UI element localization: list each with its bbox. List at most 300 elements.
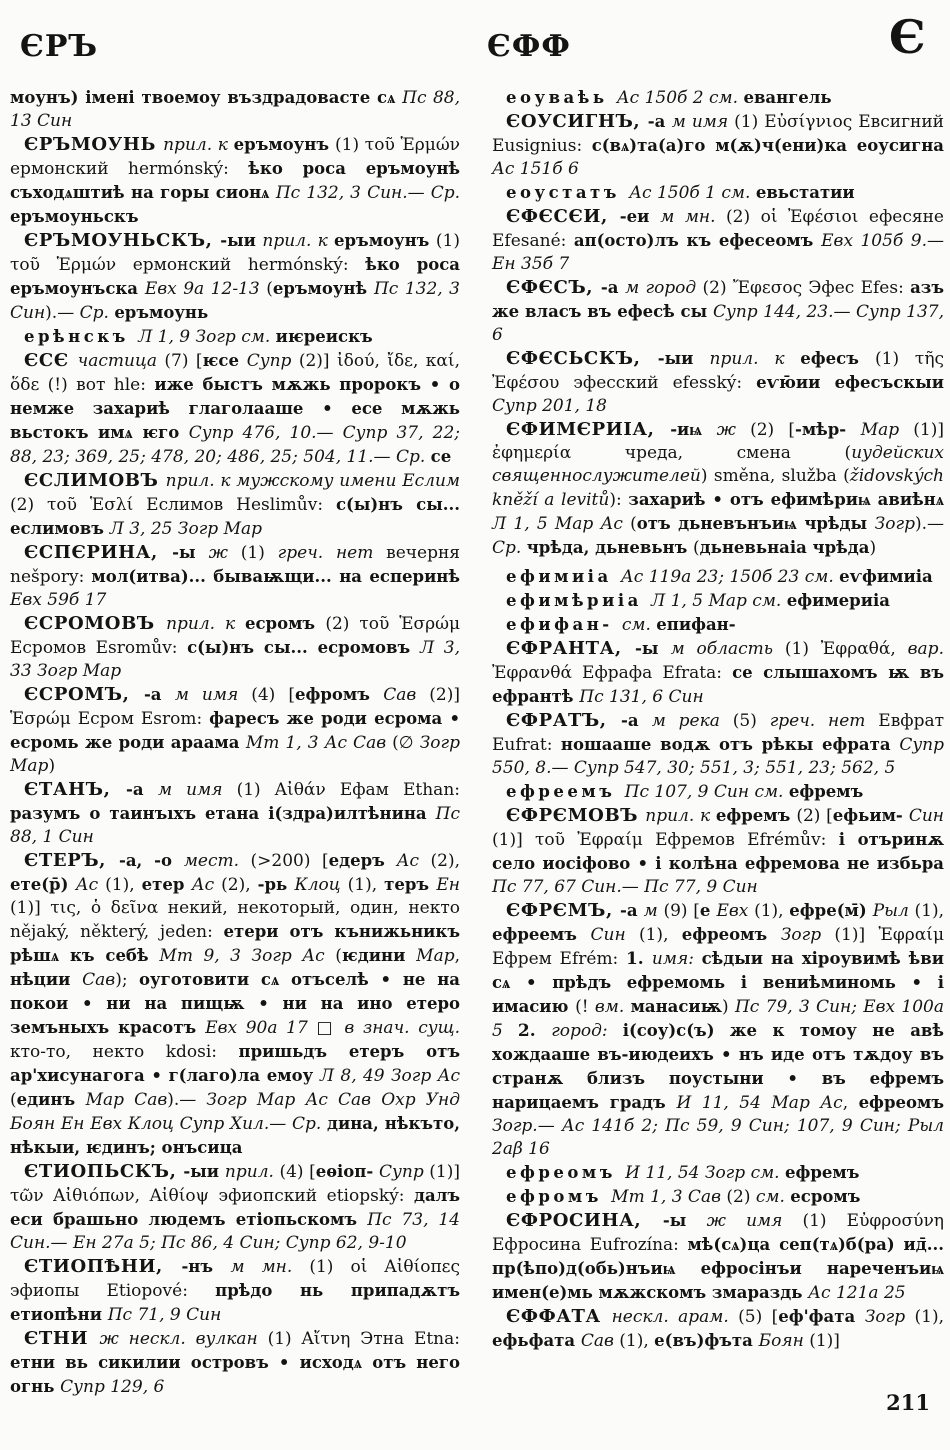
text-segment: ЄФРЄМЪ,	[506, 900, 621, 921]
text-segment: И 11, 54 Мар Ас	[676, 1093, 843, 1113]
text-segment: Пс 71, 9 Син	[107, 1305, 222, 1325]
text-segment: Сав	[383, 685, 430, 705]
text-segment: Мар	[860, 420, 914, 440]
text-segment: ЄФЄСЪ,	[506, 277, 601, 298]
text-segment: Син	[908, 806, 944, 826]
xref-efreom	[492, 1161, 944, 1185]
entry-efimeriya	[492, 418, 944, 560]
text-segment: евангель	[743, 88, 832, 107]
text-segment: (2)	[726, 1187, 756, 1207]
text-segment: захариѣ • отъ ефимѣриѩ авиѣнѧ	[628, 490, 944, 509]
text-segment: Л 3, 33 Зогр Мар	[10, 638, 460, 681]
text-segment: ап(осто)лъ къ ефесеомъ	[573, 231, 822, 250]
text-segment: ефреемъ	[492, 925, 591, 944]
entry-efrosina	[492, 1209, 944, 1305]
xref-euvach	[492, 86, 944, 110]
text-segment: манасиѭ	[630, 997, 723, 1016]
text-segment: ефимѣриіа	[506, 591, 652, 610]
text-segment: ЄСРОМЪ,	[24, 684, 144, 705]
text-segment: с(ы)нъ сы... еслимовъ	[10, 495, 460, 538]
text-segment: Супр	[379, 1162, 430, 1182]
text-segment: -а	[126, 780, 158, 799]
text-segment: ж	[716, 420, 751, 440]
text-segment: прил. к	[709, 349, 801, 369]
text-segment: -ыи	[657, 349, 710, 368]
text-segment: Ас 150б 1 см.	[629, 183, 756, 203]
text-segment: м имя	[671, 112, 735, 132]
text-segment: иже быстъ мѫжь пророкъ • о немже захариѣ глаголааше • есе мѫжь вьстокъ имѧ ѥго	[10, 375, 460, 442]
text-segment: Ас	[191, 875, 222, 895]
text-segment: Супр	[246, 351, 299, 371]
text-segment: ЄФЄСЄИ,	[506, 206, 620, 227]
text-segment: еръмоунь	[114, 303, 209, 322]
text-segment: етни вь сикилии островъ • исходѧ отъ него огнь	[10, 1353, 460, 1396]
text-segment: (1) τοῦ Ἑρμών ермонский hermónský:	[10, 231, 460, 275]
text-segment: ефимиіа	[506, 567, 621, 586]
text-segment: (!	[575, 997, 595, 1017]
text-segment: židovských kněží a levitů	[492, 466, 944, 510]
text-segment: (	[335, 946, 342, 966]
text-segment: ефьим-	[832, 806, 909, 825]
text-segment: Евх 59б 17	[10, 590, 107, 610]
text-segment: иудейских священнослужителей	[492, 443, 944, 486]
text-segment: ефре(м̄)	[789, 901, 873, 920]
entry-etan	[10, 778, 460, 849]
text-segment: (1) τῆς Ἐφέσου эфесский efesský:	[492, 349, 945, 393]
text-segment: (2),	[430, 851, 460, 871]
text-segment: ж имя	[706, 1211, 803, 1231]
text-segment: еоуваѣь	[506, 88, 617, 107]
text-segment: (1)	[240, 543, 278, 563]
text-segment: ЄСРОМОВЪ	[24, 613, 167, 634]
page-number: 211	[886, 1390, 930, 1415]
entry-efremov	[492, 804, 944, 899]
text-segment: единъ	[16, 1090, 86, 1109]
xref-efifan	[492, 613, 944, 637]
text-segment: 2.	[517, 1021, 552, 1041]
section-letter: Є	[889, 10, 926, 64]
text-segment: ЄФРЄМОВЪ	[506, 805, 646, 826]
text-segment: -ыи	[183, 1162, 225, 1181]
text-segment: частица	[77, 351, 165, 371]
xref-efrom	[492, 1185, 944, 1209]
text-segment: ЄОУСИГНЪ,	[506, 111, 648, 132]
text-segment: ефимериіа	[786, 591, 890, 610]
text-segment: -рь	[257, 875, 295, 894]
text-segment: ЄТЕРЪ,	[24, 850, 120, 871]
text-segment: имя:	[651, 949, 702, 969]
text-segment: Супр 144, 23.— Супр 137, 6	[492, 302, 944, 345]
text-segment: ЄТНИ	[24, 1328, 100, 1349]
text-segment: (7) [	[164, 351, 203, 371]
text-segment: нѣции	[10, 970, 83, 989]
text-segment: ).	[167, 1090, 180, 1110]
text-segment: греч. нет	[769, 711, 879, 731]
entry-etiopsk	[10, 1160, 460, 1255]
text-segment: теръ	[384, 875, 437, 894]
text-segment: ЄТИОПѢНИ,	[24, 1256, 182, 1277]
text-segment: разумъ о таинъıхъ етана і(здра)илтѣнина	[10, 804, 436, 823]
text-segment: Боян	[758, 1331, 810, 1351]
text-segment: мѣ(сѧ)ца сеп(тѧ)б(ра) ид̄... пр(ѣпо)д(обь)нъиѩ ефросінъи нареченъиѩ имен(е)мь мѫжскомъ змараздь	[492, 1235, 944, 1302]
text-segment: ЄСЛИМОВЪ	[24, 470, 166, 491]
text-segment: ЄФРАНТА,	[506, 638, 636, 659]
text-segment: греч. нет	[277, 543, 387, 563]
text-segment: (1)] ἐφημερία чреда, смена (	[492, 420, 945, 463]
text-segment: Евфрат Eufrat:	[492, 711, 944, 755]
text-segment: (1) οἱ Αἰθίοπες эфиопы Etiopové:	[10, 1257, 461, 1301]
text-segment: Мар	[416, 946, 455, 966]
text-segment: ефреомъ	[858, 1093, 944, 1112]
text-segment: (2) [	[796, 806, 833, 826]
text-segment: еоустатъ	[506, 183, 630, 202]
text-segment: Л 8, 49 Зогр Ас	[319, 1066, 460, 1086]
running-head-left: ЄРЪ	[20, 29, 99, 64]
text-segment: ефьфата	[492, 1331, 581, 1350]
text-segment: отъ дьневънъиѩ чрѣды	[636, 514, 875, 533]
text-segment: (1),	[347, 875, 385, 895]
xref-efimeriya2	[492, 589, 944, 613]
text-segment: (2) [	[750, 420, 795, 440]
text-segment: ЄРЪМОУНЬ	[24, 134, 164, 155]
text-segment: еф'фата	[778, 1307, 865, 1326]
text-segment: (1)]	[809, 1331, 840, 1351]
entry-eter	[10, 849, 460, 1160]
two-column-text	[10, 86, 944, 1399]
entry-efesei	[492, 205, 944, 276]
text-segment: Сав	[580, 1331, 620, 1351]
entry-eslimov	[10, 469, 460, 541]
text-segment: вм.	[594, 997, 631, 1017]
xref-eustat	[492, 181, 944, 205]
text-segment: і отъринѫ село иосіфово • і колѣна ефремова не избьра	[492, 830, 944, 873]
text-segment: кто-то, некто kdosi:	[10, 1042, 239, 1062]
text-segment: м имя	[174, 685, 252, 705]
text-segment: -еи	[619, 207, 661, 226]
text-segment: етери отъ кънижьникъ рѣшѧ къ себѣ	[10, 922, 460, 965]
text-segment: есромъ	[790, 1187, 861, 1206]
text-segment: еръмоунъ	[233, 135, 336, 154]
entry-etni	[10, 1327, 460, 1399]
text-segment: (	[10, 1090, 17, 1110]
text-segment: Мт 1, 3 Ас Сав	[245, 733, 393, 753]
text-segment: -а	[143, 685, 175, 704]
text-segment: Супр 201, 18	[492, 396, 607, 416]
text-segment: ж	[208, 543, 241, 563]
text-segment: Зогр	[780, 925, 835, 945]
text-segment: ефромъ	[294, 685, 384, 704]
text-segment: Клоц	[294, 875, 348, 895]
xref-erensk	[10, 325, 460, 349]
text-segment: (1),	[914, 1307, 944, 1327]
text-segment: (2) Ἔφεσος Эфес Efes:	[702, 278, 911, 298]
text-segment: ЄФФАТА	[506, 1306, 612, 1327]
text-segment: Л 1, 5 Мар см.	[651, 591, 787, 611]
text-segment: (9) [	[663, 901, 700, 921]
text-segment: евьстатии	[755, 183, 855, 202]
text-segment: (5) [	[738, 1307, 779, 1327]
text-segment: Пс 79, 3 Син; Евх 100а 5	[492, 997, 945, 1041]
text-segment: епифан-	[656, 615, 736, 634]
text-segment: еѵю̄ии ефесъскыи	[756, 373, 944, 392]
text-segment: -а	[620, 901, 644, 920]
text-segment: Ас 150б 2 см.	[616, 88, 744, 108]
text-segment: м мн.	[660, 207, 727, 227]
text-segment: вар.	[907, 639, 944, 659]
text-segment: Л 1, 5 Мар Ас	[492, 514, 631, 534]
entry-etiopeni	[10, 1255, 460, 1327]
text-segment: етер	[141, 875, 192, 894]
entry-ermun	[10, 133, 460, 229]
text-segment: в знач. сущ.	[344, 1018, 461, 1038]
text-segment: ете(р̄)	[10, 875, 76, 894]
text-segment: се	[430, 447, 452, 466]
text-segment: Евх	[716, 901, 755, 921]
text-segment: -нъ	[181, 1257, 231, 1276]
text-segment: ЄФЄСЬСКЪ,	[506, 348, 658, 369]
text-segment: дина, нѣкъто, нѣкыи, ѥдинъ; онъсица	[10, 1114, 461, 1157]
text-segment: Пс 88, 1 Син	[10, 804, 460, 847]
text-segment: Мар Сав	[85, 1090, 168, 1110]
text-segment: (2)] ἰδού, ἴδε, καί, ὅδε (!) вот hle:	[10, 351, 460, 395]
text-segment: ЄТАНЪ,	[24, 779, 127, 800]
text-segment: ,	[842, 1093, 859, 1113]
text-segment: Супр 476, 10.— Супр 37, 22; 88, 23; 369, 25; 478, 20; 486, 25; 504, 11.— Ср.	[10, 423, 461, 467]
text-segment: (1),	[619, 1331, 655, 1351]
text-segment: ):	[609, 490, 629, 510]
text-segment: Ас 121а 25	[808, 1283, 906, 1303]
right-column	[492, 86, 944, 1399]
text-segment: (1) Αἰθάν Ефам Ethan:	[236, 780, 460, 800]
text-segment: прѣдо нь припадѫтъ етиопѣни	[10, 1281, 460, 1324]
text-segment: Ас 119а 23; 150б 23 см.	[620, 567, 840, 587]
text-segment: (1),	[754, 901, 790, 921]
text-segment: (1) Εὐσίγνιος Евсигний Eusignius:	[492, 112, 944, 156]
text-segment: (1)] Ἐφραίμ Ефрем Efrém:	[492, 925, 944, 969]
text-segment: Пс 88, 13 Син	[10, 88, 460, 131]
text-segment: -ы	[662, 1211, 707, 1230]
text-segment: (1)] τῶν Αἰθιόπων, Αἰθίοψ эфиопский etiopský:	[10, 1162, 460, 1206]
text-segment: е(въ)фъта	[654, 1331, 759, 1350]
text-segment: -а, -о	[119, 851, 184, 870]
text-segment: прил. к	[163, 135, 234, 155]
text-segment: мест.	[183, 851, 251, 871]
entry-continuation-ermun	[10, 86, 460, 133]
text-segment: ефифан-	[506, 615, 622, 634]
text-segment: ефремъ	[788, 782, 864, 801]
text-segment: (	[630, 514, 637, 534]
text-segment: □	[316, 1018, 345, 1038]
text-segment: (	[693, 538, 700, 558]
text-segment: (4) [	[279, 1162, 316, 1182]
text-segment: город:	[551, 1021, 623, 1041]
text-segment: (1) Αἴτνη Этна Etna:	[267, 1329, 460, 1349]
text-segment: Пс 132, 3 Син.— Ср.	[275, 183, 460, 203]
text-segment: Пс 107, 9 Син см.	[624, 782, 789, 802]
text-segment: Супр 129, 6	[60, 1377, 165, 1397]
entry-ermunsk	[10, 229, 460, 325]
entry-efrat	[492, 709, 944, 780]
text-segment: (>200) [	[250, 851, 329, 871]
text-segment: ефромъ	[506, 1187, 612, 1206]
text-segment: Ас	[396, 851, 431, 871]
text-segment: еръмоунѣ	[272, 279, 374, 298]
text-segment: (2)] Ἑσρώμ Есром Esrom:	[10, 685, 460, 729]
text-segment: моунъ) імені твоемоу въздрадовасте сѧ	[10, 88, 403, 107]
left-column	[10, 86, 460, 1399]
xref-efimiya	[492, 565, 944, 589]
text-segment: (2) οἱ Ἐφέσιοι ефесяне Efesané:	[492, 207, 944, 251]
entry-esrom	[10, 683, 460, 778]
text-segment: -иѩ	[670, 420, 717, 439]
text-segment: (1),	[914, 901, 945, 921]
text-segment: прил. к мужскому имени Еслим	[165, 471, 460, 491]
text-segment: -а	[620, 711, 652, 730]
text-segment: Зогр Мар	[10, 733, 460, 776]
text-segment: ).	[914, 514, 928, 534]
text-segment: И 11, 54 Зогр см.	[625, 1163, 785, 1183]
text-segment: м область	[670, 639, 785, 659]
text-segment: иѥреискъ	[275, 327, 373, 346]
text-segment: Евх 90а 17	[205, 1018, 317, 1038]
text-segment: Пс 73, 14 Син.— Ен 27а 5; Пс 86, 4 Син; Супр 62, 9-10	[10, 1210, 460, 1253]
text-segment: Л 3, 25 Зогр Мар	[109, 519, 263, 539]
text-segment: -мѣр-	[794, 420, 861, 439]
text-segment: ефремъ	[785, 1163, 860, 1182]
entry-efrem	[492, 899, 944, 1161]
text-segment: фаресъ же роди есрома • есромь же роди араама	[10, 709, 460, 752]
text-segment: — Ср.	[492, 514, 945, 558]
text-segment: (5)	[732, 711, 770, 731]
text-segment: )	[722, 997, 735, 1017]
text-segment: (2) τοῦ Ἑσλί Еслимов Heslimův:	[10, 495, 336, 515]
text-segment: ѣко роса еръмоунѣ съходѧштиѣ на горы сионѧ	[10, 159, 460, 202]
text-segment: (1) τοῦ Ἑρμών ермонский hermónský:	[10, 135, 461, 179]
text-segment: Син	[590, 925, 639, 945]
text-segment: (1) Ἐφραθά,	[784, 639, 908, 659]
text-segment: далъ еси брашьно людемъ етіопьскомъ	[10, 1186, 460, 1229]
text-segment: Пс 77, 67 Син.— Пс 77, 9 Син	[492, 877, 758, 897]
text-segment: ефремъ	[715, 806, 797, 825]
text-segment: е	[699, 901, 717, 920]
text-segment: ЄФРОСИНА,	[506, 1210, 663, 1231]
text-segment: -а	[647, 112, 672, 131]
text-segment: Зогр.— Ас 141б 2; Пс 59, 9 Син; 107, 9 Син; Рыл 2аβ 16	[492, 1116, 944, 1159]
text-segment: сѣдыи на хіроувимѣ ѣви сѧ • прѣдъ ефремомь і вениѣминомь • і имасию	[492, 949, 944, 1016]
text-segment: пришьдъ етеръ отъ ар'хисунагога • г(лаго)ла емоу	[10, 1042, 460, 1085]
text-segment: Евх 105б 9.— Ен 35б 7	[492, 231, 944, 274]
text-segment: ЄСЄ	[24, 350, 78, 371]
text-segment: м река	[651, 711, 733, 731]
text-segment: ) směna, služba (	[700, 466, 850, 486]
text-segment: -ы	[172, 543, 209, 562]
text-segment: оуготовити сѧ отъселѣ • не на покои • ни на пищѭ • ни на ино етеро земъныхъ красотъ	[10, 970, 460, 1037]
text-segment: Ас	[75, 875, 106, 895]
text-segment: се слышахомъ ѭ въ ефрантѣ	[492, 663, 944, 706]
text-segment: — Зогр Мар Ас Сав Охр Унд Боян Ен Евх Клоц Супр Хил.— Ср.	[10, 1090, 461, 1134]
text-segment: (4) [	[251, 685, 295, 705]
text-segment: прил.	[224, 1162, 280, 1182]
running-head-center: ЄФФ	[487, 29, 571, 64]
text-segment: Ен	[436, 875, 460, 895]
text-segment: (1) Εὐφροσύνη Ефросина Eufrozína:	[492, 1211, 944, 1255]
text-segment: нескл. арам.	[611, 1307, 739, 1327]
entry-efes	[492, 276, 944, 347]
text-segment: ефреомъ	[506, 1163, 626, 1182]
entry-efessk	[492, 347, 944, 418]
text-segment: )	[869, 538, 877, 558]
text-segment: мол(итва)... бываѭщи... на есперинѣ	[91, 567, 460, 586]
text-segment: Евх 9а 12-13	[144, 279, 267, 299]
text-segment: Пс 132, 3 Син	[10, 279, 460, 323]
entry-effata	[492, 1305, 944, 1353]
text-segment: ЄФРАТЪ,	[506, 710, 621, 731]
text-segment: прил. к	[645, 806, 716, 826]
text-segment: Мт 9, 3 Зогр Ас	[159, 946, 336, 966]
text-segment: 1.	[625, 949, 652, 969]
text-segment: еѵфимиіа	[839, 567, 933, 586]
text-segment: есромъ	[245, 614, 326, 633]
text-segment: Рыл	[872, 901, 915, 921]
text-segment: ЄФИМЄРИІА,	[506, 419, 671, 440]
text-segment: -а	[600, 278, 626, 297]
text-segment: (	[266, 279, 273, 299]
text-segment: ЄСПЄРИНА,	[24, 542, 173, 563]
text-segment: Сав	[82, 970, 116, 990]
text-segment: ж нескл. вулкан	[99, 1329, 268, 1349]
text-segment: еръмоунъ	[334, 231, 436, 250]
text-segment: (1),	[105, 875, 142, 895]
text-segment: Супр 550, 8.— Супр 547, 30; 551, 3; 551, 23; 562, 5	[492, 735, 945, 778]
entry-efranta	[492, 637, 944, 709]
text-segment: (∅	[392, 733, 420, 753]
text-segment: м имя	[158, 780, 237, 800]
text-segment: (2),	[221, 875, 258, 895]
text-segment: (1),	[638, 925, 682, 945]
text-segment: см.	[621, 615, 657, 635]
text-segment: ).	[45, 303, 58, 323]
text-segment: чрѣда, дьневьнъ	[526, 538, 694, 557]
text-segment: ЄТИОПЬСКЪ,	[24, 1161, 184, 1182]
text-segment: Мт 1, 3 Сав	[611, 1187, 727, 1207]
text-segment: с(вѧ)та(а)го м(ѫ)ч(ени)ка еоусигна	[591, 136, 945, 155]
entry-ese	[10, 349, 460, 469]
text-segment: Зогр	[864, 1307, 915, 1327]
entry-esperina	[10, 541, 460, 612]
text-segment: Л 1, 9 Зогр см.	[138, 327, 276, 347]
xref-efreem	[492, 780, 944, 804]
text-segment: прил. к	[166, 614, 246, 634]
text-segment: ефесъ	[800, 349, 876, 368]
text-segment: -ы	[635, 639, 671, 658]
text-segment: Пс 131, 6 Син	[579, 687, 704, 707]
text-segment: ѣко роса еръмоунъска	[10, 255, 460, 298]
text-segment: Ас 151б 6	[492, 159, 579, 179]
text-segment: дьневьнаіа чрѣда	[699, 538, 870, 557]
entry-eusign	[492, 110, 944, 181]
text-segment: -ыи	[220, 231, 263, 250]
text-segment: м город	[625, 278, 703, 298]
entry-esromov	[10, 612, 460, 683]
text-segment: );	[115, 970, 140, 990]
text-segment: вечерня nešpory:	[10, 543, 461, 587]
text-segment: еръмоуньскъ	[10, 207, 139, 226]
text-segment: ношааше водѫ отъ рѣкы ефрата	[560, 735, 900, 754]
text-segment: (2) τοῦ Ἑσρώμ Есромов Esromův:	[10, 614, 461, 658]
text-segment: (1)] τοῦ Ἐφραίμ Ефремов Efrémův:	[492, 830, 839, 850]
text-segment: і(соу)с(ъ) же к томоу не авѣ хождааше въ-июдеихъ • нъ иде отъ тѫдоу въ странѫ близъ поустыни • въ ефремъ нарицаемъ градъ	[492, 1021, 944, 1112]
text-segment: прил. к	[262, 231, 335, 251]
